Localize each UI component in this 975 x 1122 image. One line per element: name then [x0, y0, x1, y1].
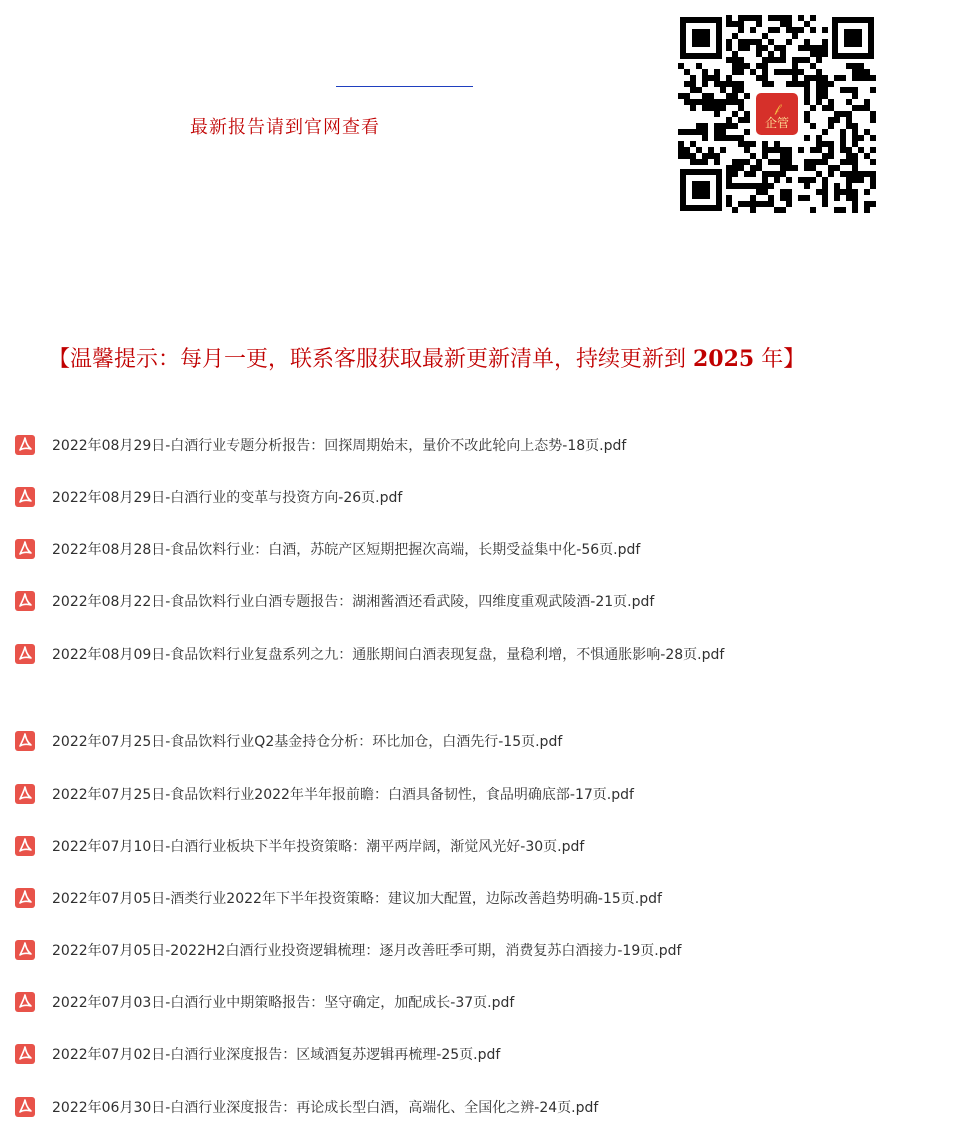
file-name: 2022年07月03日-白酒行业中期策略报告：坚守确定，加配成长-37页.pdf — [52, 995, 515, 1011]
file-name: 2022年08月29日-白酒行业专题分析报告：回探周期始末，量价不改此轮向上态势-18页.pdf — [52, 438, 627, 454]
pdf-icon — [14, 1096, 36, 1118]
pdf-icon — [14, 434, 36, 456]
pdf-icon — [14, 835, 36, 857]
notice-suffix: 年】 — [754, 347, 806, 372]
pdf-icon — [14, 730, 36, 752]
file-name: 2022年08月09日-食品饮料行业复盘系列之九：通胀期间白酒表现复盘，量稳利增，不惧通胀影响-28页.pdf — [52, 647, 725, 663]
pdf-icon — [14, 1043, 36, 1065]
file-name: 2022年08月22日-食品饮料行业白酒专题报告：湖湘酱酒还看武陵，四维度重观武陵酒-21页.pdf — [52, 594, 655, 610]
pdf-icon — [14, 939, 36, 961]
file-list-item[interactable] — [14, 641, 954, 667]
pdf-icon — [14, 590, 36, 612]
svg-text:企管: 企管 — [764, 116, 790, 130]
file-name: 2022年07月10日-白酒行业板块下半年投资策略：潮平两岸阔，渐觉风光好-30页.pdf — [52, 839, 585, 855]
official-site-link[interactable]: 最新报告请到官网查看 — [190, 117, 380, 138]
file-name: 2022年07月05日-酒类行业2022年下半年投资策略：建议加大配置，边际改善趋势明确-15页.pdf — [52, 891, 662, 907]
file-name: 2022年07月02日-白酒行业深度报告：区域酒复苏逻辑再梳理-25页.pdf — [52, 1047, 501, 1063]
file-name: 2022年07月25日-食品饮料行业Q2基金持仓分析：环比加仓，白酒先行-15页.pdf — [52, 734, 563, 750]
pdf-icon — [14, 538, 36, 560]
file-name: 2022年07月05日-2022H2白酒行业投资逻辑梳理：逐月改善旺季可期，消费复苏白酒接力-19页.pdf — [52, 943, 682, 959]
svg-text:𝒻: 𝒻 — [774, 102, 780, 115]
file-list-item[interactable] — [14, 1041, 954, 1067]
pdf-icon — [14, 887, 36, 909]
file-list-item[interactable] — [14, 432, 954, 458]
file-name: 2022年07月25日-食品饮料行业2022年半年报前瞻：白酒具备韧性，食品明确底部-17页.pdf — [52, 787, 634, 803]
notice-year: 2025 — [693, 346, 755, 372]
file-name: 2022年08月29日-白酒行业的变革与投资方向-26页.pdf — [52, 490, 403, 506]
file-list-item[interactable] — [14, 833, 954, 859]
file-list-item[interactable] — [14, 781, 954, 807]
pdf-icon — [14, 486, 36, 508]
pdf-icon — [14, 783, 36, 805]
file-list-item[interactable] — [14, 536, 954, 562]
file-list-item[interactable] — [14, 484, 954, 510]
file-name: 2022年06月30日-白酒行业深度报告：再论成长型白酒，高端化、全国化之辨-24页.pdf — [52, 1100, 599, 1116]
file-list-item[interactable] — [14, 588, 954, 614]
notice-prefix: 【温馨提示：每月一更，联系客服获取最新更新清单，持续更新到 — [48, 347, 693, 372]
file-list-item[interactable] — [14, 1094, 954, 1120]
file-list-item[interactable] — [14, 937, 954, 963]
file-list-item[interactable] — [14, 728, 954, 754]
pdf-icon — [14, 643, 36, 665]
file-list-item[interactable] — [14, 989, 954, 1015]
file-list-item[interactable] — [14, 885, 954, 911]
file-name: 2022年08月28日-食品饮料行业：白酒，苏皖产区短期把握次高端，长期受益集中化-56页.pdf — [52, 542, 641, 558]
pdf-icon — [14, 991, 36, 1013]
